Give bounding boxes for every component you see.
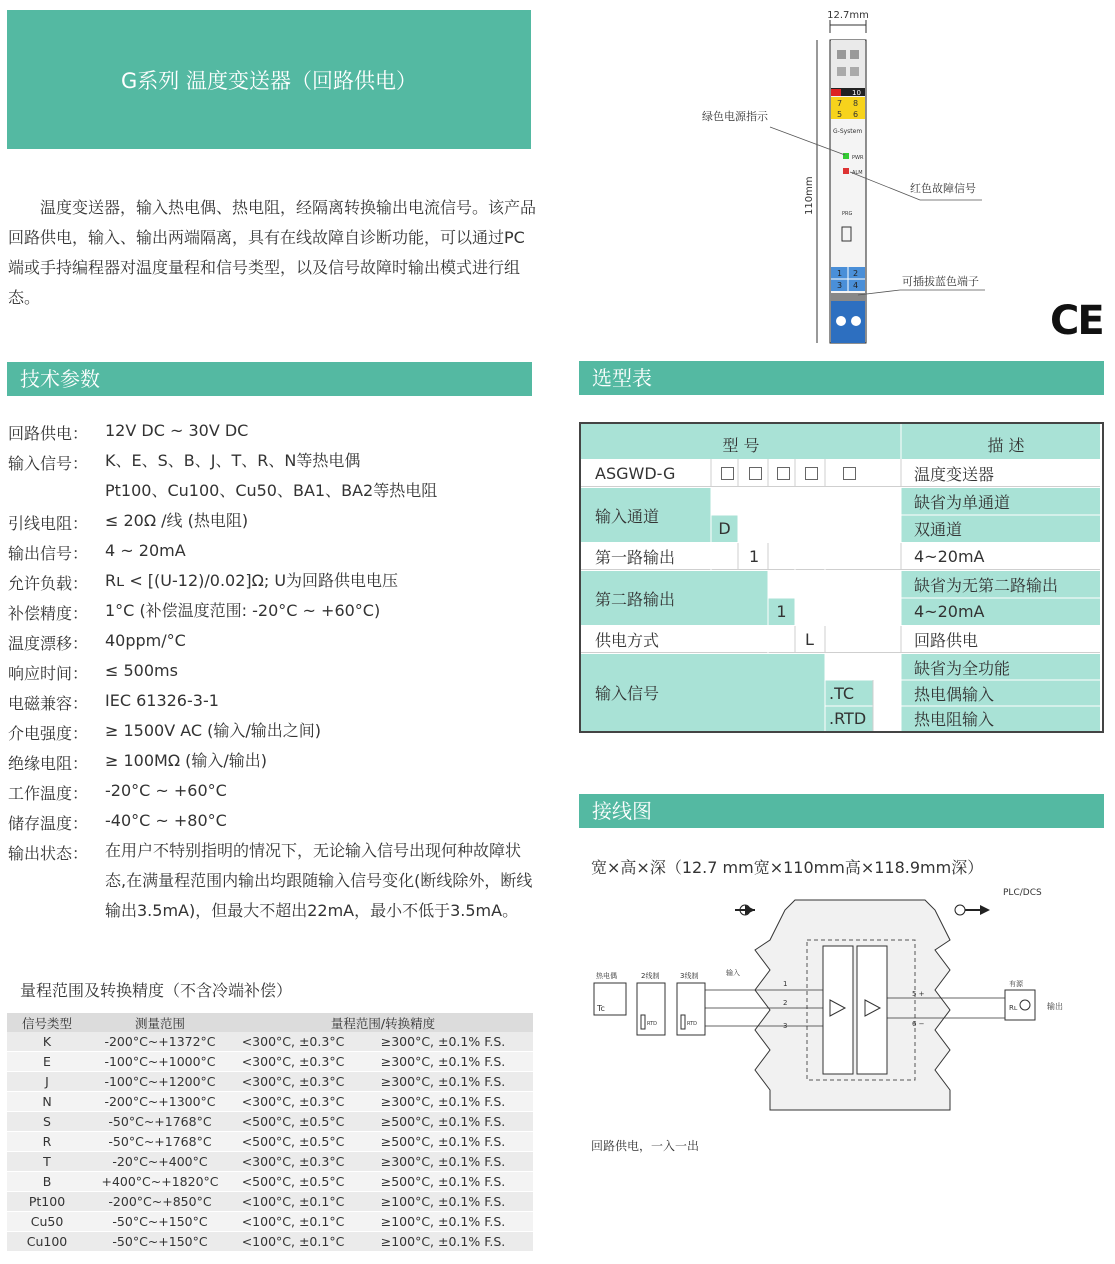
terminal-label: 可插拔蓝色端子	[902, 275, 979, 288]
channel-code: D	[711, 515, 738, 542]
power-label: 供电方式	[595, 631, 660, 650]
range-table-cell: -20°C~+400°C	[87, 1152, 233, 1172]
rtd-code: .RTD	[825, 706, 873, 731]
svg-text:1: 1	[837, 269, 843, 278]
svg-text:输入: 输入	[726, 969, 740, 977]
svg-text:Tc: Tc	[597, 1004, 605, 1013]
height-dimension: 110mm	[804, 176, 815, 215]
spec-value: -20°C ~ +60°C	[105, 781, 227, 800]
svg-text:1: 1	[783, 980, 788, 988]
svg-text:7: 7	[837, 99, 843, 108]
spec-value-2: Pt100、Cu100、Cu50、BA1、BA2等热电阻	[105, 481, 438, 500]
spec-label: 输出信号：	[8, 544, 89, 563]
model-desc: 温度变送器	[914, 464, 995, 484]
range-table-cell: ≥500°C, ±0.1% F.S.	[353, 1132, 533, 1152]
range-table-cell: <100°C, ±0.1°C	[233, 1232, 353, 1252]
channel-dual: 双通道	[914, 520, 963, 539]
range-table-cell: -200°C~+850°C	[87, 1192, 233, 1212]
range-table-cell: <300°C, ±0.3°C	[233, 1032, 353, 1052]
spec-value: ≥ 100MΩ (输入/输出)	[105, 751, 268, 770]
range-table-cell: R	[7, 1132, 87, 1152]
wiring-diagram	[585, 880, 1105, 1120]
wiring-heading	[579, 794, 1104, 828]
out2-label: 第二路输出	[595, 589, 676, 609]
spec-label: 绝缘电阻：	[8, 754, 89, 773]
svg-text:RTD: RTD	[687, 1021, 698, 1027]
range-table-cell: <500°C, ±0.5°C	[233, 1132, 353, 1152]
spec-label: 温度漂移：	[8, 634, 89, 653]
spec-value: 12V DC ~ 30V DC	[105, 421, 249, 440]
range-table-row	[7, 1172, 533, 1192]
range-table-cell: -50°C~+150°C	[87, 1232, 233, 1252]
range-table-cell: -50°C~+150°C	[87, 1212, 233, 1232]
range-table-cell: -100°C~+1000°C	[87, 1052, 233, 1072]
range-table-cell: N	[7, 1092, 87, 1112]
spec-label: 输出状态：	[8, 844, 89, 863]
spec-label: 响应时间：	[8, 664, 89, 683]
spec-value: ≤ 20Ω /线 (热电阻)	[105, 511, 249, 530]
svg-text:热电偶: 热电偶	[596, 972, 617, 980]
selection-head-model: 型 号	[722, 435, 760, 455]
range-table-cell: <300°C, ±0.3°C	[233, 1092, 353, 1112]
range-table-cell: ≥300°C, ±0.1% F.S.	[353, 1152, 533, 1172]
input-signal-label: 输入信号	[595, 684, 660, 703]
rtd-desc: 热电阻输入	[914, 710, 995, 729]
spec-value: 在用户不特别指明的情况下，无论输入信号出现何种故障状态,在满量程范围内输出均跟随输入信号变化(断线除外，断线输出3.5mA)，但最大不超出22mA，最小不低于3.5mA。	[105, 841, 533, 920]
wiring-title: 接线图	[592, 799, 652, 823]
range-table-cell: ≥300°C, ±0.1% F.S.	[353, 1092, 533, 1112]
range-table-cell: -200°C~+1300°C	[87, 1092, 233, 1112]
range-table-cell: -50°C~+1768°C	[87, 1132, 233, 1152]
range-table-cell: ≥100°C, ±0.1% F.S.	[353, 1232, 533, 1252]
out1-label: 第一路输出	[595, 548, 676, 567]
svg-text:RTD: RTD	[647, 1021, 658, 1027]
product-title: G系列 温度变送器（回路供电）	[121, 68, 417, 93]
svg-text:输出: 输出	[1047, 1002, 1063, 1011]
svg-text:4: 4	[853, 281, 859, 290]
range-table-cell: +400°C~+1820°C	[87, 1172, 233, 1192]
range-table-row	[7, 1132, 533, 1152]
range-table-cell: E	[7, 1052, 87, 1072]
selection-table	[579, 422, 1104, 733]
power-desc: 回路供电	[914, 631, 979, 650]
spec-value: ≥ 1500V AC (输入/输出之间)	[105, 721, 322, 740]
range-table-cell: -50°C~+1768°C	[87, 1112, 233, 1132]
selection-head-desc: 描 述	[987, 435, 1025, 455]
range-table-cell: ≥100°C, ±0.1% F.S.	[353, 1192, 533, 1212]
red-led-label: 红色故障信号	[910, 182, 976, 195]
svg-text:Rʟ: Rʟ	[1009, 1004, 1018, 1012]
svg-text:PRG: PRG	[842, 211, 853, 217]
svg-text:2: 2	[783, 999, 788, 1007]
range-table-row	[7, 1152, 533, 1172]
svg-text:10: 10	[852, 89, 861, 97]
tc-code: .TC	[825, 680, 873, 706]
range-table-cell: B	[7, 1172, 87, 1192]
range-table-cell: <300°C, ±0.3°C	[233, 1072, 353, 1092]
tech-params-title: 技术参数	[20, 367, 100, 391]
range-table-cell: Cu50	[7, 1212, 87, 1232]
range-table-row	[7, 1032, 533, 1052]
device-drawing	[690, 5, 1000, 350]
svg-text:6 −: 6 −	[912, 1020, 925, 1028]
svg-text:5: 5	[837, 110, 843, 119]
spec-label: 回路供电：	[8, 424, 89, 443]
range-table-cell: <300°C, ±0.3°C	[233, 1152, 353, 1172]
range-header-range: 测量范围	[87, 1013, 233, 1032]
ce-mark-icon: CE	[1050, 298, 1103, 344]
range-table-cell: <500°C, ±0.5°C	[233, 1112, 353, 1132]
intro-text: 温度变送器，输入热电偶、热电阻，经隔离转换输出电流信号。该产品回路供电，输入、输出两端隔离，具有在线故障自诊断功能，可以通过PC端或手持编程器对温度量程和信号类型，以及信号故障时输出模式进行组态。	[8, 198, 537, 307]
svg-text:PWR: PWR	[852, 155, 864, 161]
spec-value: IEC 61326-3-1	[105, 691, 219, 710]
svg-text:2: 2	[853, 269, 859, 278]
green-led-label: 绿色电源指示	[702, 110, 768, 123]
spec-label: 补偿精度：	[8, 604, 89, 623]
green-led-icon	[843, 153, 849, 159]
range-table-cell: Cu100	[7, 1232, 87, 1252]
range-table-cell: ≥500°C, ±0.1% F.S.	[353, 1172, 533, 1192]
wiring-dimensions: 宽×高×深（12.7 mm宽×110mm高×118.9mm深）	[591, 858, 984, 877]
selection-grid	[581, 424, 1102, 733]
spec-label: 电磁兼容：	[8, 694, 89, 713]
range-table-cell: ≥500°C, ±0.1% F.S.	[353, 1112, 533, 1132]
spec-value: Rʟ < [(U-12)/0.02]Ω; U为回路供电电压	[105, 571, 399, 590]
range-table-row	[7, 1092, 533, 1112]
range-table-cell: ≥300°C, ±0.1% F.S.	[353, 1072, 533, 1092]
range-table-row	[7, 1052, 533, 1072]
tc-desc: 热电偶输入	[914, 684, 995, 704]
power-code: L	[805, 630, 814, 649]
range-table-cell: ≥300°C, ±0.1% F.S.	[353, 1052, 533, 1072]
output-arrow-icon	[955, 905, 990, 915]
input-arrow-icon	[735, 905, 755, 915]
svg-text:3: 3	[837, 281, 843, 290]
red-led-icon	[843, 168, 849, 174]
spec-value: 40ppm/°C	[105, 631, 186, 650]
svg-text:8: 8	[853, 99, 859, 108]
range-table-cell: <500°C, ±0.5°C	[233, 1172, 353, 1192]
spec-label: 储存温度：	[8, 814, 89, 833]
range-table	[7, 1013, 533, 1252]
svg-text:有源: 有源	[1009, 980, 1023, 988]
spec-label: 允许负载：	[8, 574, 89, 593]
svg-text:3: 3	[783, 1022, 788, 1030]
model-code: ASGWD-G	[595, 463, 676, 483]
range-table-cell: <300°C, ±0.3°C	[233, 1052, 353, 1072]
spec-label: 引线电阻：	[8, 514, 89, 533]
range-table-cell: <100°C, ±0.1°C	[233, 1212, 353, 1232]
spec-label: 介电强度：	[8, 724, 89, 743]
range-table-body	[7, 1032, 533, 1252]
spec-label: 输入信号：	[8, 454, 89, 473]
svg-text:5 +: 5 +	[912, 990, 925, 998]
plc-label: PLC/DCS	[1003, 888, 1042, 898]
svg-text:3线制: 3线制	[680, 972, 699, 980]
svg-text:6: 6	[853, 110, 859, 119]
range-table-row	[7, 1232, 533, 1252]
out2-code: 1	[768, 598, 795, 625]
svg-text:ALM: ALM	[852, 170, 863, 176]
range-table-title: 量程范围及转换精度（不含冷端补偿）	[20, 981, 293, 1000]
range-table-row	[7, 1112, 533, 1132]
range-table-cell: T	[7, 1152, 87, 1172]
range-table-row	[7, 1192, 533, 1212]
range-table-cell: Pt100	[7, 1192, 87, 1212]
range-table-cell: K	[7, 1032, 87, 1052]
svg-text:2线制: 2线制	[641, 972, 660, 980]
range-table-cell: S	[7, 1112, 87, 1132]
range-table-cell: ≥100°C, ±0.1% F.S.	[353, 1212, 533, 1232]
range-table-cell: ≥300°C, ±0.1% F.S.	[353, 1032, 533, 1052]
signal-default: 缺省为全功能	[914, 658, 1011, 678]
range-table-cell: <100°C, ±0.1°C	[233, 1192, 353, 1212]
spec-value: ≤ 500ms	[105, 661, 178, 680]
range-table-row	[7, 1072, 533, 1092]
channel-default: 缺省为单通道	[914, 493, 1011, 512]
out1-code: 1	[749, 547, 760, 566]
input-channel-label: 输入通道	[595, 506, 660, 526]
range-header-type: 信号类型	[7, 1013, 87, 1032]
spec-label: 工作温度：	[8, 784, 89, 803]
range-table-cell: J	[7, 1072, 87, 1092]
range-table-cell: -100°C~+1200°C	[87, 1072, 233, 1092]
out2-default: 缺省为无第二路输出	[914, 576, 1059, 595]
range-table-cell: -200°C~+1372°C	[87, 1032, 233, 1052]
spec-value: -40°C ~ +80°C	[105, 811, 227, 830]
wiring-caption: 回路供电，一入一出	[591, 1139, 700, 1153]
selection-heading	[579, 361, 1104, 395]
spec-value: 4 ~ 20mA	[105, 541, 186, 560]
spec-value: K、E、S、B、J、T、R、N等热电偶	[105, 451, 361, 470]
selection-title: 选型表	[592, 366, 652, 390]
svg-text:G-System: G-System	[833, 128, 863, 135]
out2-desc: 4~20mA	[914, 602, 985, 621]
width-dimension: 12.7mm	[827, 10, 869, 21]
range-table-row	[7, 1212, 533, 1232]
range-header-accuracy: 量程范围/转换精度	[233, 1013, 533, 1032]
spec-value: 1°C (补偿温度范围: -20°C ~ +60°C)	[105, 601, 381, 620]
out1-desc: 4~20mA	[914, 547, 985, 566]
